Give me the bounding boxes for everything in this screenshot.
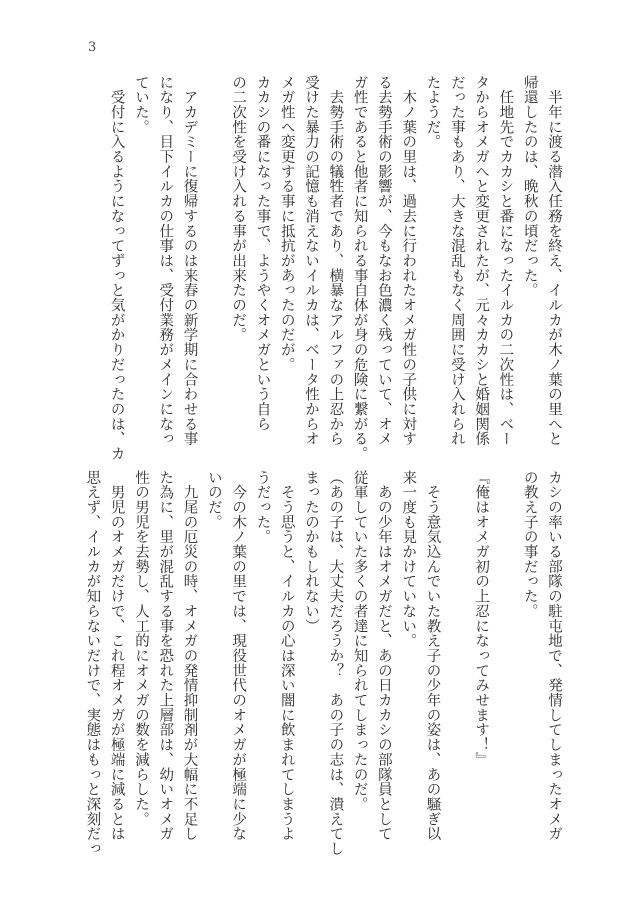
upper-text-block: [106, 75, 566, 462]
text-line: [202, 75, 226, 445]
text-line: 帰還したのは、晩秋の頃だった。: [521, 75, 538, 298]
text-line: の教え子の事だった。: [521, 470, 538, 619]
text-line: 受付に入るようになってずっと気がかりだったのは、カ: [108, 75, 125, 462]
text-line: まったのかもしれない）: [303, 470, 320, 634]
text-line: [445, 470, 469, 870]
text-line: メガ性へ変更する事に抵抗があったのだが。: [278, 75, 295, 372]
text-line: だった事もあり、大きな混乱もなく周囲に受け入れられ: [448, 75, 465, 447]
text-line: たようだ。: [424, 75, 441, 150]
text-line: 任地先でカカシと番になったイルカの二次性は、ベー: [497, 75, 514, 447]
text-line: [493, 470, 517, 870]
text-line: 思えず、イルカが知らないだけで、実態はもっと深刻だっ: [84, 470, 101, 857]
text-line: 『俺はオメガ初の上忍になってみせます！』: [473, 470, 490, 767]
text-line: タからオメガへと変更されたが、元々カカシと婚姻関係: [473, 75, 490, 447]
text-line: 九尾の厄災の時、オメガの発情抑制剤が大幅に不足し: [181, 470, 198, 842]
text-line: （あの子は、大丈夫だろうか？ あの子の志は、潰えてし: [327, 470, 344, 857]
text-line: 今の木ノ葉の里では、現役世代のオメガが極端に少な: [230, 470, 247, 842]
text-line: いのだ。: [205, 470, 222, 530]
text-line: アカデミーに復帰するのは来春の新学期に合わせる事: [181, 75, 198, 447]
text-line: そう意気込んでいた教え子の少年の姿は、あの騒ぎ以: [424, 470, 441, 842]
text-line: る去勢手術の影響が、今もなお色濃く残っていて、オメ: [375, 75, 392, 447]
text-line: あの少年はオメガだと、あの日カカシの部隊員として: [375, 470, 392, 842]
text-line: た為に、里が混乱する事を恐れた上層部は、幼いオメガ: [157, 470, 174, 842]
text-line: 男児のオメガだけで、これ程オメガが極端に減るとは: [108, 470, 125, 842]
text-line: 木ノ葉の里は、過去に行われたオメガ性の子供に対す: [400, 75, 417, 447]
text-line: 来一度も見かけていない。: [400, 470, 417, 649]
page-number: 3: [88, 40, 97, 55]
text-line: の二次性を受け入れる事が出来たのだ。: [230, 75, 247, 343]
text-line: うだった。: [254, 470, 271, 545]
text-line: 半年に渡る潜入任務を終え、イルカが木ノ葉の里へと: [546, 75, 562, 447]
text-line: ガ性であると他者に知られる事自体が身の危険に繋がる。: [351, 75, 368, 462]
text-line: 従軍していた多くの者達に知られてしまったのだ。: [351, 470, 368, 812]
text-line: 性の男児を去勢し、人工的にオメガの数を減らした。: [132, 470, 149, 827]
text-line: になり、目下イルカの仕事は、受付業務がメインになっ: [157, 75, 174, 447]
lower-text-block: [84, 470, 566, 870]
text-line: 受けた暴力の記憶も消えないイルカは、ベータ性からオ: [303, 75, 320, 447]
text-line: 去勢手術の犠牲者であり、横暴なアルファの上忍から: [327, 75, 344, 447]
text-line: カシの率いる部隊の駐屯地で、発情してしまったオメガ: [546, 470, 562, 842]
text-line: カカシの番になった事で、ようやくオメガという自ら: [254, 75, 271, 432]
text-line: そう思うと、イルカの心は深い闇に飲まれてしまうよ: [278, 470, 295, 842]
text-line: ていた。: [132, 75, 149, 135]
